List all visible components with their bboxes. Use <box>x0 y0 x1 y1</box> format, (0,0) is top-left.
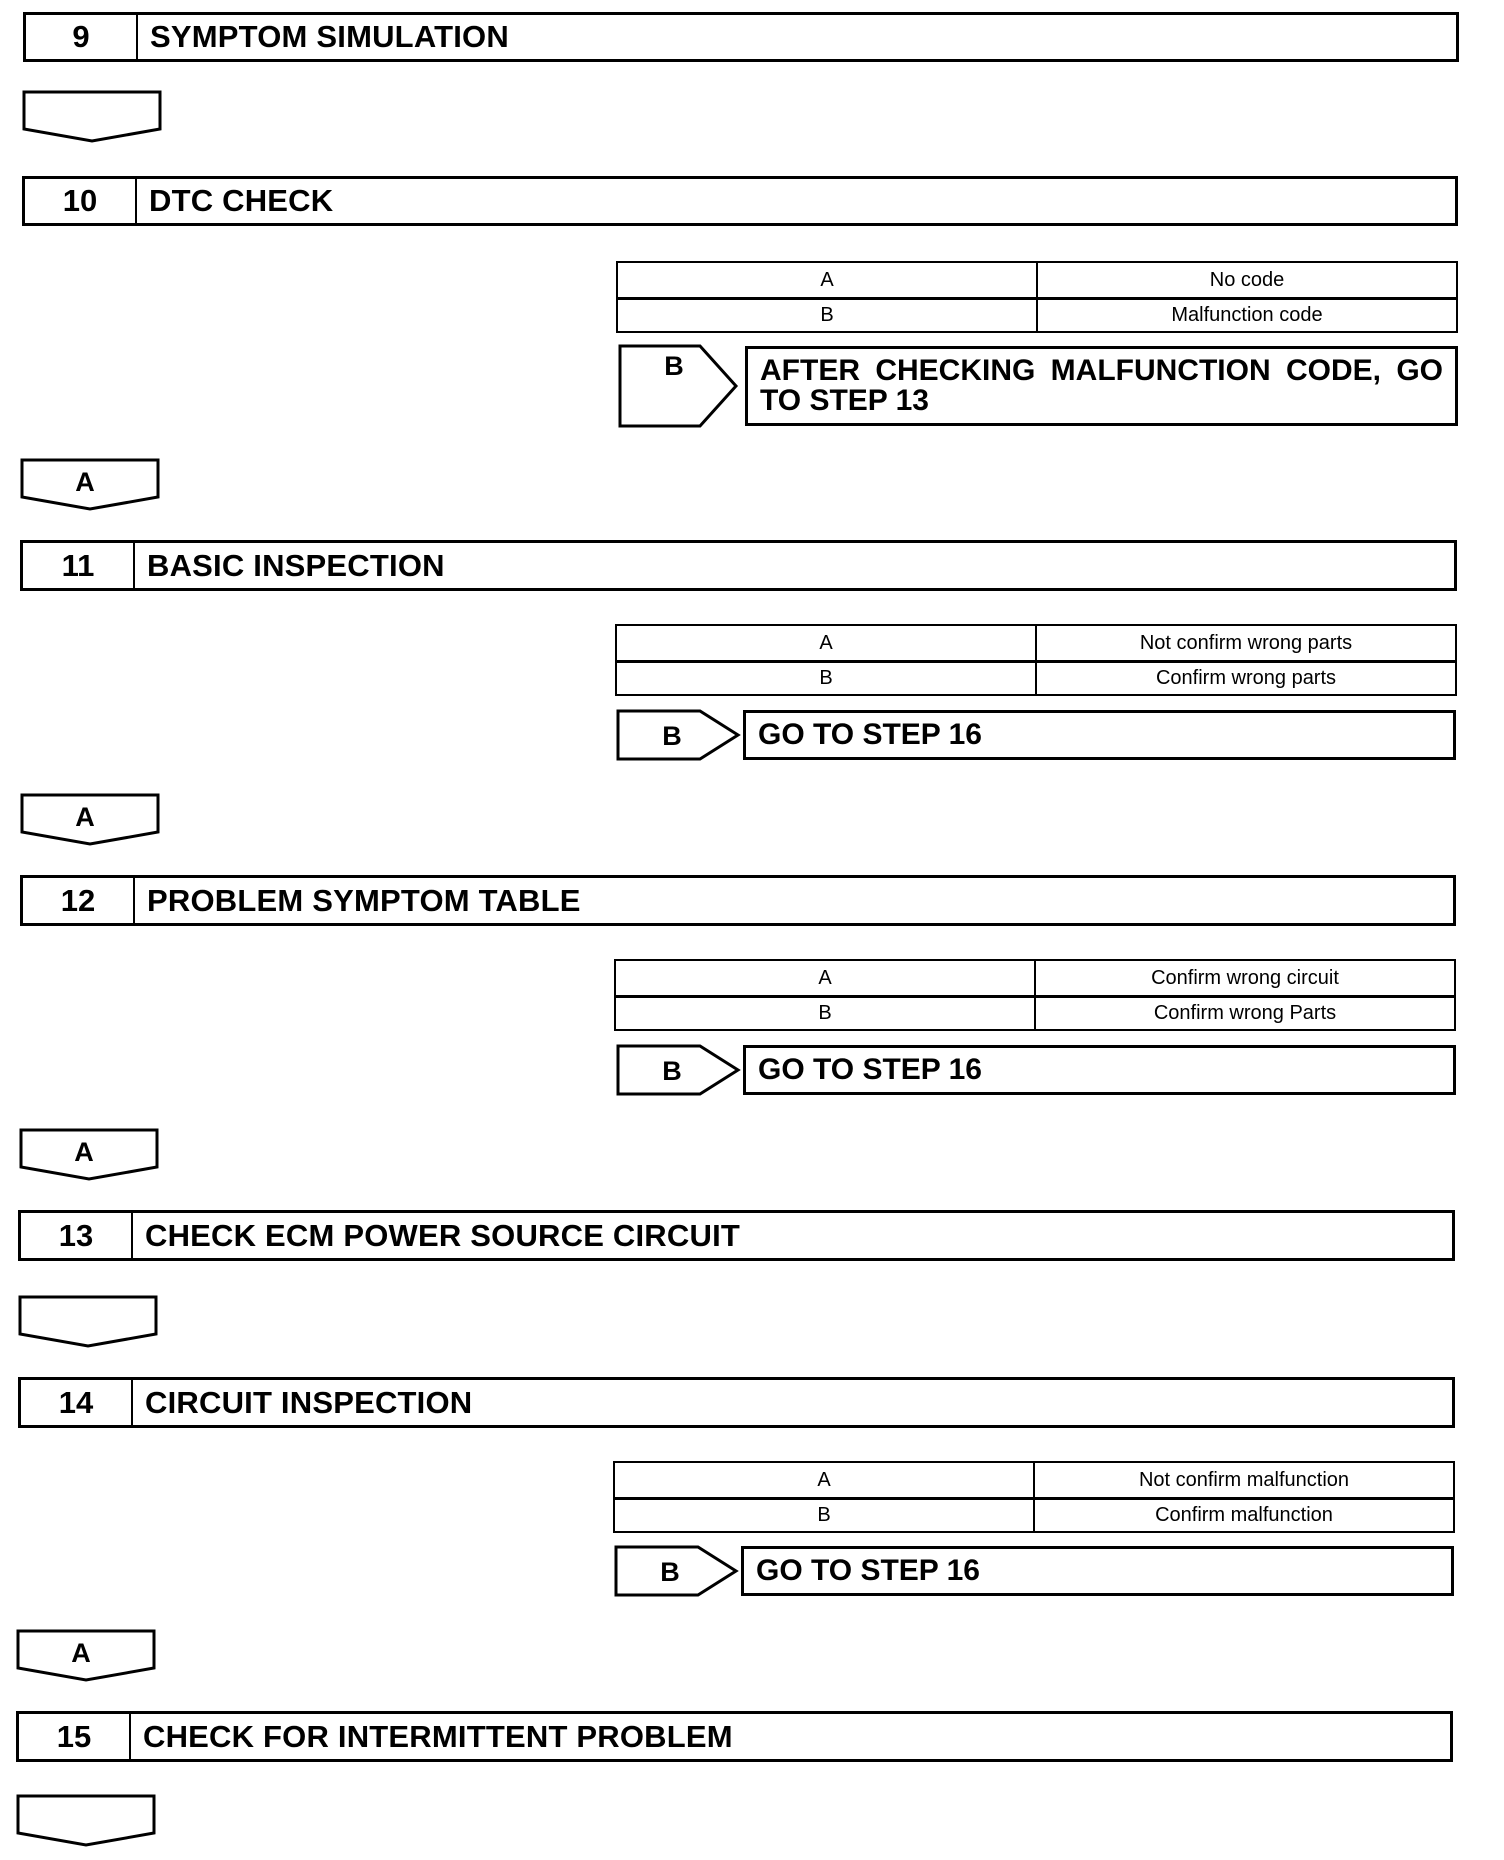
connector-label: A <box>74 1137 94 1167</box>
step-number: 10 <box>25 179 137 223</box>
branch-destination: GO TO STEP 16 <box>743 1045 1456 1095</box>
table-row <box>617 626 1455 660</box>
result-table-step-10 <box>616 261 1458 333</box>
result-value: Confirm malfunction <box>1033 1500 1453 1531</box>
connector-arrow <box>16 1794 156 1850</box>
result-value: Confirm wrong parts <box>1035 663 1455 694</box>
step-number: 9 <box>26 15 138 59</box>
step-number: 13 <box>21 1213 133 1258</box>
result-key: A <box>820 268 834 291</box>
result-key: B <box>820 304 834 326</box>
connector-label: A <box>75 802 95 832</box>
connector-label: A <box>75 467 95 497</box>
branch-arrow <box>616 1044 742 1096</box>
result-value: Confirm wrong Parts <box>1034 998 1454 1029</box>
branch-destination: AFTER CHECKING MALFUNCTION CODE, GO TO STEP 13 <box>745 346 1458 426</box>
connector-arrow <box>16 1629 156 1685</box>
table-row <box>617 660 1455 694</box>
table-row <box>615 1463 1453 1497</box>
result-key: B <box>819 667 833 689</box>
branch-arrow <box>618 344 740 428</box>
result-key: B <box>817 1504 831 1526</box>
connector-arrow <box>19 1128 159 1184</box>
connector-arrow <box>20 458 160 514</box>
result-key: A <box>817 1468 831 1491</box>
branch-label: B <box>660 1557 680 1587</box>
result-value: No code <box>1036 263 1456 297</box>
step-title: CHECK FOR INTERMITTENT PROBLEM <box>143 1718 733 1754</box>
step-title: SYMPTOM SIMULATION <box>150 19 509 54</box>
branch-label: B <box>664 351 684 381</box>
connector-arrow <box>20 793 160 849</box>
result-value: Malfunction code <box>1036 300 1456 331</box>
branch-destination: GO TO STEP 16 <box>741 1546 1454 1596</box>
table-row <box>618 263 1456 297</box>
result-key: A <box>819 631 833 654</box>
step-number: 14 <box>21 1380 133 1425</box>
result-table-step-11 <box>615 624 1457 696</box>
branch-destination: GO TO STEP 16 <box>743 710 1456 760</box>
connector-arrow <box>18 1295 158 1351</box>
step-11 <box>20 540 1457 591</box>
step-14 <box>18 1377 1455 1428</box>
step-title: PROBLEM SYMPTOM TABLE <box>147 882 581 918</box>
table-row <box>616 995 1454 1029</box>
branch-arrow <box>614 1545 740 1597</box>
table-row <box>615 1497 1453 1531</box>
step-title: BASIC INSPECTION <box>147 547 445 583</box>
result-key: B <box>818 1002 832 1024</box>
branch-label: B <box>662 1056 682 1086</box>
step-title: DTC CHECK <box>149 183 334 218</box>
result-value: Not confirm wrong parts <box>1035 626 1455 660</box>
connector-arrow <box>22 90 162 146</box>
result-key: A <box>818 966 832 989</box>
step-number: 15 <box>19 1714 131 1759</box>
result-table-step-12 <box>614 959 1456 1031</box>
step-title: CIRCUIT INSPECTION <box>145 1384 473 1420</box>
step-title: CHECK ECM POWER SOURCE CIRCUIT <box>145 1217 741 1253</box>
step-9 <box>23 12 1459 62</box>
step-15 <box>16 1711 1453 1762</box>
connector-label: A <box>71 1638 91 1668</box>
step-12 <box>20 875 1456 926</box>
step-number: 12 <box>23 878 135 923</box>
result-table-step-14 <box>613 1461 1455 1533</box>
branch-label: B <box>662 721 682 751</box>
result-value: Not confirm malfunction <box>1033 1463 1453 1497</box>
table-row <box>618 297 1456 331</box>
branch-arrow <box>616 709 742 761</box>
step-10 <box>22 176 1458 226</box>
step-13 <box>18 1210 1455 1261</box>
table-row <box>616 961 1454 995</box>
step-number: 11 <box>23 543 135 588</box>
result-value: Confirm wrong circuit <box>1034 961 1454 995</box>
